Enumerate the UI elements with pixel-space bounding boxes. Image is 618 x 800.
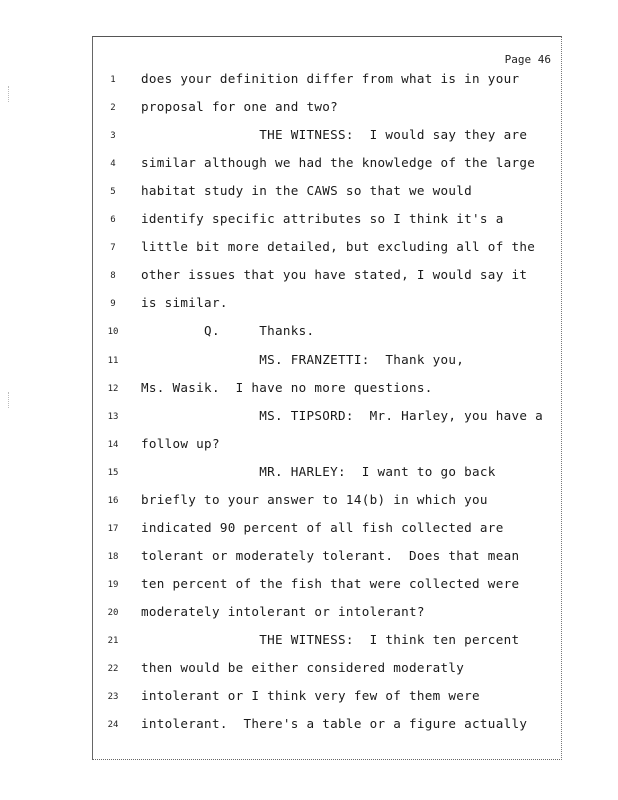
line-number: 21	[107, 636, 119, 646]
line-text: moderately intolerant or intolerant?	[141, 603, 425, 619]
line-text: is similar.	[141, 295, 228, 311]
line-number: 4	[110, 159, 116, 170]
line-number: 9	[110, 299, 116, 310]
line-text: identify specific attributes so I think it's a	[141, 211, 504, 227]
line-text: intolerant or I think very few of them were	[141, 688, 480, 704]
transcript-line	[93, 127, 561, 147]
line-text: intolerant. There's a table or a figure actually	[141, 716, 528, 732]
line-number: 12	[107, 383, 119, 394]
line-number: 6	[110, 215, 116, 226]
transcript-line	[93, 155, 561, 175]
line-number: 15	[107, 467, 119, 478]
line-number: 8	[110, 271, 116, 282]
line-number: 3	[110, 131, 116, 142]
transcript-page	[92, 36, 562, 760]
line-text: THE WITNESS: I would say they are	[141, 127, 528, 143]
line-number: 22	[107, 664, 119, 675]
line-text: tolerant or moderately tolerant. Does that mean	[141, 547, 520, 563]
transcript-line	[93, 267, 561, 287]
transcript-line	[93, 99, 561, 119]
transcript-line	[93, 716, 561, 736]
transcript-line	[93, 211, 561, 231]
line-text: habitat study in the CAWS so that we would	[141, 183, 473, 199]
scan-mark	[8, 86, 15, 102]
line-number: 7	[110, 243, 116, 254]
transcript-line	[93, 520, 561, 540]
line-number: 5	[110, 187, 116, 198]
line-text: similar although we had the knowledge of the large	[141, 155, 536, 171]
line-number: 11	[107, 355, 119, 366]
line-number: 2	[110, 103, 116, 114]
line-text: MS. TIPSORD: Mr. Harley, you have a	[141, 407, 543, 423]
transcript-line	[93, 408, 561, 428]
line-number: 10	[107, 327, 119, 338]
line-number: 17	[107, 523, 119, 534]
scan-mark	[8, 392, 15, 408]
line-text: Ms. Wasik. I have no more questions.	[141, 379, 433, 395]
line-text: Q. Thanks.	[141, 323, 315, 339]
transcript-line	[93, 660, 561, 680]
line-text: MR. HARLEY: I want to go back	[141, 463, 496, 479]
line-text: does your definition differ from what is in your	[141, 71, 520, 86]
line-text: indicated 90 percent of all fish collected are	[141, 519, 504, 535]
line-text: briefly to your answer to 14(b) in which you	[141, 491, 488, 507]
transcript-line	[93, 464, 561, 484]
transcript-line	[93, 492, 561, 512]
line-text: other issues that you have stated, I would say it	[141, 267, 528, 283]
line-number: 1	[110, 75, 116, 85]
transcript-line	[93, 632, 561, 652]
transcript-line	[93, 239, 561, 259]
line-text: then would be either considered moderatly	[141, 660, 465, 676]
transcript-line	[93, 183, 561, 203]
transcript-line	[93, 688, 561, 708]
transcript-line	[93, 380, 561, 400]
transcript-line	[93, 548, 561, 568]
transcript-line	[93, 436, 561, 456]
line-text: follow up?	[141, 435, 220, 451]
transcript-line	[93, 352, 561, 372]
line-number: 18	[107, 551, 119, 562]
line-text: MS. FRANZETTI: Thank you,	[141, 351, 465, 367]
transcript-line	[93, 604, 561, 624]
transcript-line	[93, 576, 561, 596]
line-number: 14	[107, 439, 119, 450]
line-text: ten percent of the fish that were collected were	[141, 575, 520, 591]
line-text: little bit more detailed, but excluding all of the	[141, 239, 536, 255]
line-text: THE WITNESS: I think ten percent	[141, 632, 520, 647]
line-number: 13	[107, 411, 119, 422]
page-number: Page 46	[504, 53, 551, 66]
line-number: 23	[107, 692, 119, 703]
line-text: proposal for one and two?	[141, 99, 339, 115]
transcript-line	[93, 71, 561, 91]
transcript-line	[93, 295, 561, 315]
line-number: 16	[107, 495, 119, 506]
line-number: 19	[107, 579, 119, 590]
line-number: 24	[107, 720, 119, 731]
line-number: 20	[107, 607, 119, 618]
transcript-line	[93, 323, 561, 343]
